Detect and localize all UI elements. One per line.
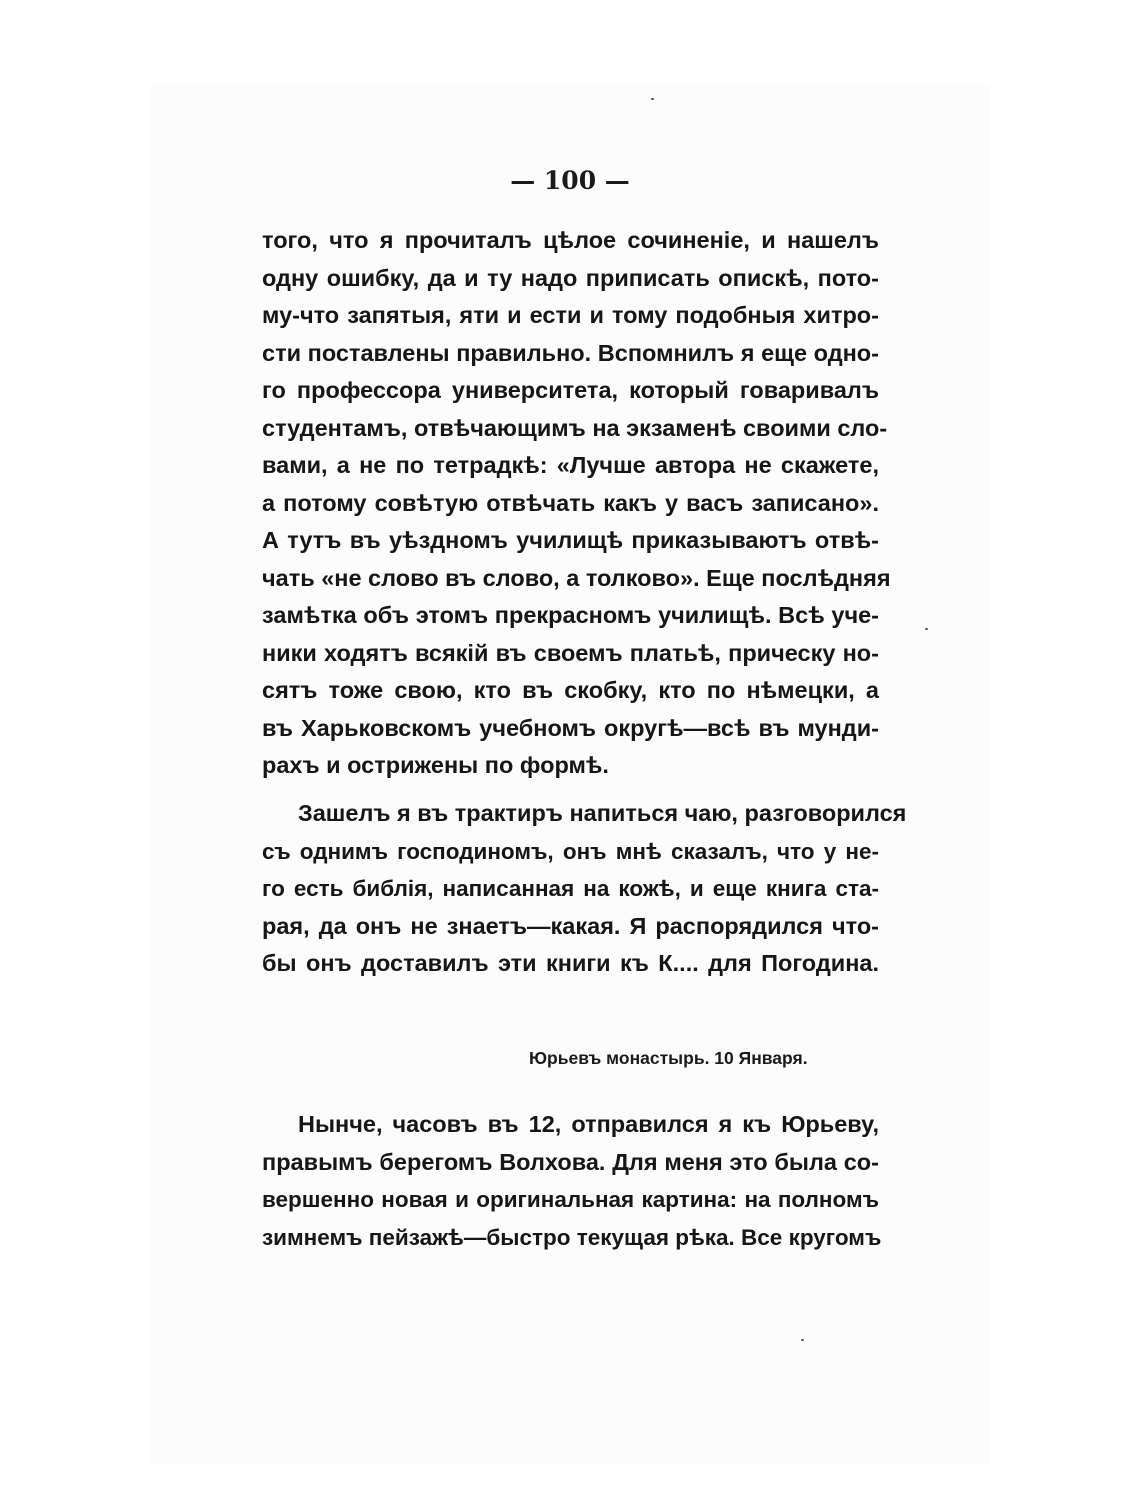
text-line: го есть библія, написанная на кожѣ, и еще книга ста- — [262, 876, 879, 901]
text-line: съ однимъ господиномъ, онъ мнѣ сказалъ, что у не- — [262, 838, 879, 864]
text-line: зимнемъ пейзажѣ—быстро текущая рѣка. Все кругомъ — [262, 1224, 882, 1250]
text-line: сятъ тоже свою, кто въ скобку, кто по нѣмецки, а — [262, 677, 879, 703]
paragraph-continuation — [262, 222, 891, 785]
text-line: вершенно новая и оригинальная картина: на полномъ — [262, 1187, 879, 1212]
text-line: бы онъ доставилъ эти книги къ К.... для Погодина. — [262, 950, 879, 976]
text-line: въ Харьковскомъ учебномъ округѣ—всѣ въ мунди- — [262, 714, 879, 741]
text-line: правымъ берегомъ Волхова. Для меня это была со- — [262, 1148, 879, 1175]
text-line: А тутъ въ уѣздномъ училищѣ приказываютъ отвѣ- — [262, 527, 879, 553]
text-line: Нынче, часовъ въ 12, отправился я къ Юрьеву, — [298, 1111, 879, 1137]
paragraph-yuriev — [262, 1106, 882, 1256]
text-line: замѣтка объ этомъ прекрасномъ училищѣ. Всѣ уче- — [262, 602, 879, 628]
entry-heading: Юрьевъ монастырь. 10 Января. — [529, 1048, 808, 1068]
print-speck — [801, 1339, 804, 1341]
text-line: вами, а не по тетрадкѣ: «Лучше автора не скажете, — [262, 452, 879, 478]
text-line: Зашелъ я въ трактиръ напиться чаю, разговорился — [298, 800, 907, 826]
paragraph-tavern — [262, 795, 907, 983]
text-line: му-что запятыя, яти и ести и тому подобныя хитро- — [262, 302, 879, 328]
text-line: сти поставлены правильно. Вспомнилъ я еще одно- — [262, 339, 879, 366]
text-line: студентамъ, отвѣчающимъ на экзаменѣ своими сло- — [262, 414, 888, 441]
print-speck — [651, 98, 654, 100]
text-line: ники ходятъ всякій въ своемъ платьѣ, прическу но- — [262, 639, 879, 666]
text-line: го профессора университета, который говаривалъ — [262, 377, 879, 403]
text-line: рая, да онъ не знаетъ—какая. Я распорядился что- — [262, 912, 879, 939]
print-speck — [925, 628, 928, 630]
text-line: а потому совѣтую отвѣчать какъ у васъ записано». — [262, 489, 879, 516]
text-line: того, что я прочиталъ цѣлое сочиненіе, и нашелъ — [262, 227, 879, 253]
text-line: чать «не слово въ слово, а толково». Еще послѣдняя — [262, 564, 891, 591]
page-number: — 100 — — [510, 166, 630, 195]
text-line: одну ошибку, да и ту надо приписать опискѣ, пото- — [262, 264, 879, 291]
text-line: рахъ и острижены по формѣ. — [262, 752, 609, 778]
